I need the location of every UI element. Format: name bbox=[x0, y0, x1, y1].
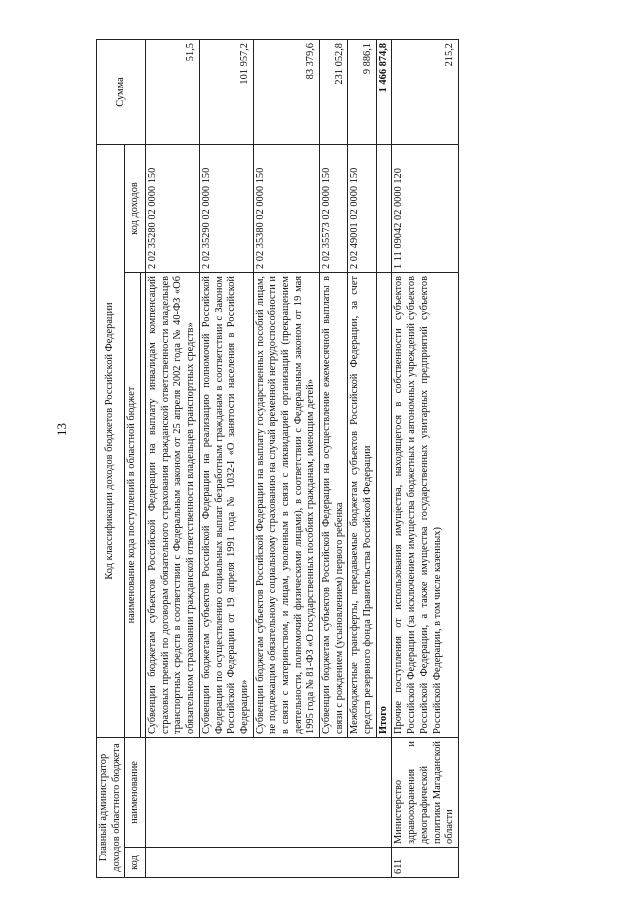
header-income-code: код доходов bbox=[125, 145, 146, 273]
revenue-table bbox=[96, 39, 459, 878]
row-amount: 101 957,2 bbox=[199, 40, 253, 145]
row-description: Субвенции бюджетам субъектов Российской Федерации на выплату инвалидам компенсаций страховых премий по договорам обязательного страхования гражданской ответственности владельцев транспортных средств в соответствии с Федеральным законом от 25 апреля 2002 года № 40-ФЗ «Об обязательном страховании гражданской ответственности владельцев транспортных средств» bbox=[146, 273, 200, 738]
row-amount: 51,5 bbox=[146, 40, 200, 145]
header-sum: Сумма bbox=[97, 40, 146, 145]
header-income-name: наименование кода поступлений в областной бюджет bbox=[125, 273, 141, 738]
table-row bbox=[199, 40, 253, 878]
row-code: 2 02 35280 02 0000 150 bbox=[146, 145, 200, 273]
page-number: 13 bbox=[54, 423, 69, 436]
header-admin: Главный администратор доходов областного бюджета bbox=[97, 738, 125, 878]
header-name: наименование bbox=[125, 738, 146, 848]
total-row bbox=[376, 40, 392, 878]
row-description: Прочие поступления от использования имущества, находящегося в собственности субъектов Российской Федерации (за исключением имущества бюджетных и автономных учреждений субъектов Российской Федерации, а также имущества государственных унитарных предприятий субъектов Российской Федерации, в том числе казенных) bbox=[392, 273, 458, 738]
total-label: Итого bbox=[376, 273, 392, 738]
admin-row bbox=[392, 40, 458, 878]
header-code: код bbox=[125, 848, 146, 878]
row-description: Субвенции бюджетам субъектов Российской Федерации на реализацию полномочий Российской Федерации по осуществлению социальных выплат безработным гражданам в соответствии с Законом Российской Федерации от 19 апреля 1991 года № 1032-I «О занятости населения в Российской Федерации» bbox=[199, 273, 253, 738]
header-classification: Код классификации доходов бюджетов Российской Федерации bbox=[97, 145, 125, 738]
row-code: 2 02 35380 02 0000 150 bbox=[253, 145, 319, 273]
admin-name: Министерство здравоохранения и демографической политики Магаданской области bbox=[392, 738, 458, 848]
row-code: 2 02 35290 02 0000 150 bbox=[199, 145, 253, 273]
table-row bbox=[253, 40, 319, 878]
row-code: 1 11 09042 02 0000 120 bbox=[392, 145, 458, 273]
row-code: 2 02 35573 02 0000 150 bbox=[320, 145, 348, 273]
rotated-page bbox=[96, 40, 534, 878]
admin-code: 611 bbox=[392, 848, 458, 878]
row-code: 2 02 49001 02 0000 150 bbox=[348, 145, 376, 273]
row-amount: 9 886,1 bbox=[348, 40, 376, 145]
table-row bbox=[320, 40, 348, 878]
row-amount: 83 379,6 bbox=[253, 40, 319, 145]
row-description: Субвенции бюджетам субъектов Российской Федерации на осуществление ежемесячной выплаты в связи с рождением (усыновлением) первого ребенка bbox=[320, 273, 348, 738]
row-amount: 215,2 bbox=[392, 40, 458, 145]
total-amount: 1 466 874,8 bbox=[376, 40, 392, 145]
table-row bbox=[146, 40, 200, 878]
row-description: Субвенции бюджетам субъектов Российской Федерации на выплату государственных пособий лицам, не подлежащим обязательному социальному страхованию на случай временной нетрудоспособности и в связи с материнством, и лицам, уволенным в связи с ликвидацией организаций (прекращением деятельности, полномочий физическими лицами), в соответствии с Федеральным законом от 19 мая 1995 года № 81-ФЗ «О государственных пособиях гражданам, имеющим детей» bbox=[253, 273, 319, 738]
row-description: Межбюджетные трансферты, передаваемые бюджетам субъектов Российской Федерации, за счет средств резервного фонда Правительства Российской Федерации bbox=[348, 273, 376, 738]
row-amount: 231 052,8 bbox=[320, 40, 348, 145]
table-row bbox=[348, 40, 376, 878]
